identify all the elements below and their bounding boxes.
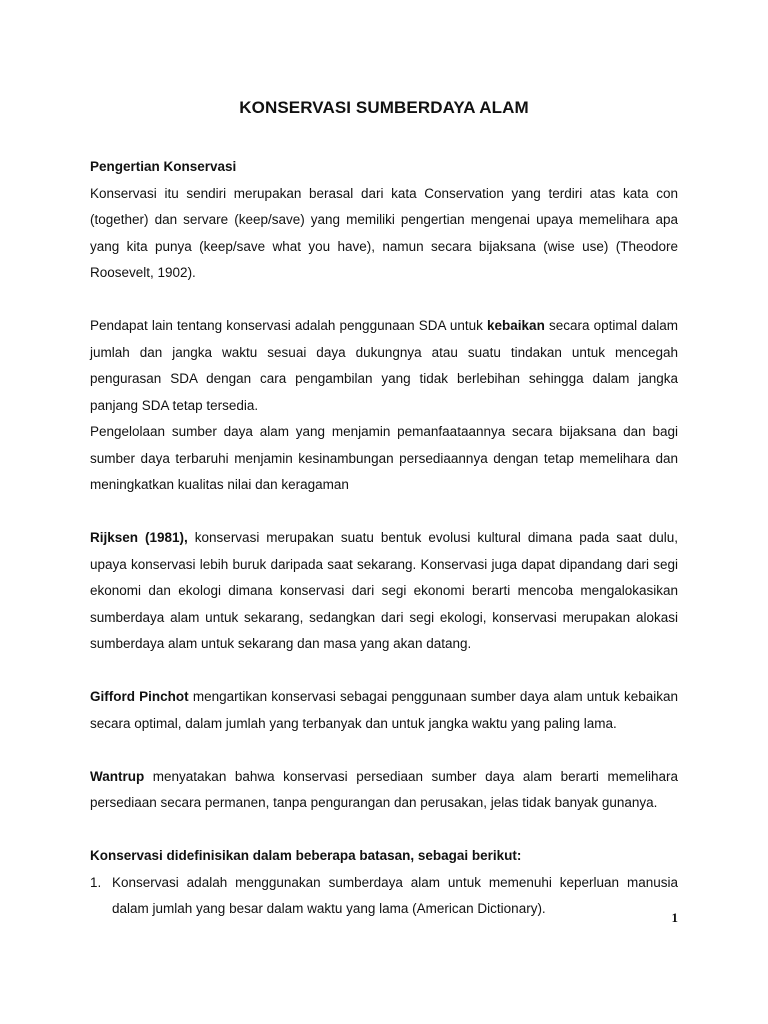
page-number: 1 bbox=[671, 910, 678, 925]
paragraph-management: Pengelolaan sumber daya alam yang menjamin pemanfaataannya secara bijaksana dan bagi sumber daya terbaruhi menjamin kesinambungan persediaannya dengan tetap memelihara dan meningkatkan kualitas nilai dan keragaman bbox=[90, 424, 678, 492]
text-run: mengartikan konservasi sebagai penggunaan sumber daya alam untuk kebaikan secara optimal, dalam jumlah yang terbanyak dan untuk jangka waktu yang paling lama. bbox=[90, 689, 678, 731]
spacer bbox=[90, 499, 678, 526]
text-run: konservasi merupakan suatu bentuk evolusi kultural dimana pada saat dulu, upaya konservasi lebih buruk daripada saat sekarang. Konservasi juga dapat dipandang dari segi ekonomi dan ekologi dimana konservasi dari segi ekonomi berarti mencoba mengalokasikan sumberdaya alam untuk sekarang, sedangkan dari segi ekologi, konservasi merupakan alokasi sumberdaya alam untuk sekarang dan masa yang akan datang. bbox=[90, 530, 678, 651]
spacer bbox=[90, 658, 678, 685]
bold-author-rijksen: Rijksen (1981), bbox=[90, 530, 188, 545]
text-run: secara optimal dalam jumlah dan jangka waktu sesuai daya dukungnya atau suatu tindakan untuk mencegah pengurasan SDA dengan cara pengambilan yang tidak berlebihan sehingga dalam jangka panjang SDA tetap tersedia. bbox=[90, 318, 679, 413]
spacer bbox=[90, 287, 678, 314]
text-run: menyatakan bahwa konservasi persediaan sumber daya alam berarti memelihara persediaan secara permanen, tanpa pengurangan dan perusakan, jelas tidak banyak gunanya. bbox=[90, 768, 678, 810]
section-heading-pengertian: Pengertian Konservasi bbox=[90, 159, 237, 174]
section-heading-definitions: Konservasi didefinisikan dalam beberapa batasan, sebagai berikut: bbox=[90, 848, 522, 863]
paragraph-pinchot bbox=[90, 684, 678, 737]
paragraph-other-opinion bbox=[90, 313, 678, 419]
list-item bbox=[90, 870, 678, 923]
spacer bbox=[90, 817, 678, 844]
text-run: Pendapat lain tentang konservasi adalah penggunaan SDA untuk bbox=[90, 318, 488, 333]
paragraph-rijksen bbox=[90, 525, 678, 658]
list-item-number: 1. bbox=[90, 874, 102, 890]
paragraph-definition: Konservasi itu sendiri merupakan berasal dari kata Conservation yang terdiri atas kata con (together) dan servare (keep/save) yang memiliki pengertian mengenai upaya memelihara apa yang kita punya (keep/save what you have), namun secara bijaksana (wise use) (Theodore Roosevelt, 1902). bbox=[90, 185, 678, 280]
bold-author-wantrup: Wantrup bbox=[90, 768, 145, 784]
bold-term-kebaikan: kebaikan bbox=[487, 318, 545, 333]
document-title: KONSERVASI SUMBERDAYA ALAM bbox=[239, 98, 529, 117]
paragraph-wantrup bbox=[90, 764, 678, 817]
bold-author-pinchot: Gifford Pinchot bbox=[90, 689, 189, 704]
list-item-text: Konservasi adalah menggunakan sumberdaya alam untuk memenuhi keperluan manusia dalam jumlah yang besar dalam waktu yang lama (American Dictionary). bbox=[112, 874, 678, 916]
spacer bbox=[90, 737, 678, 764]
spacer bbox=[90, 120, 678, 154]
document-body bbox=[90, 96, 678, 923]
